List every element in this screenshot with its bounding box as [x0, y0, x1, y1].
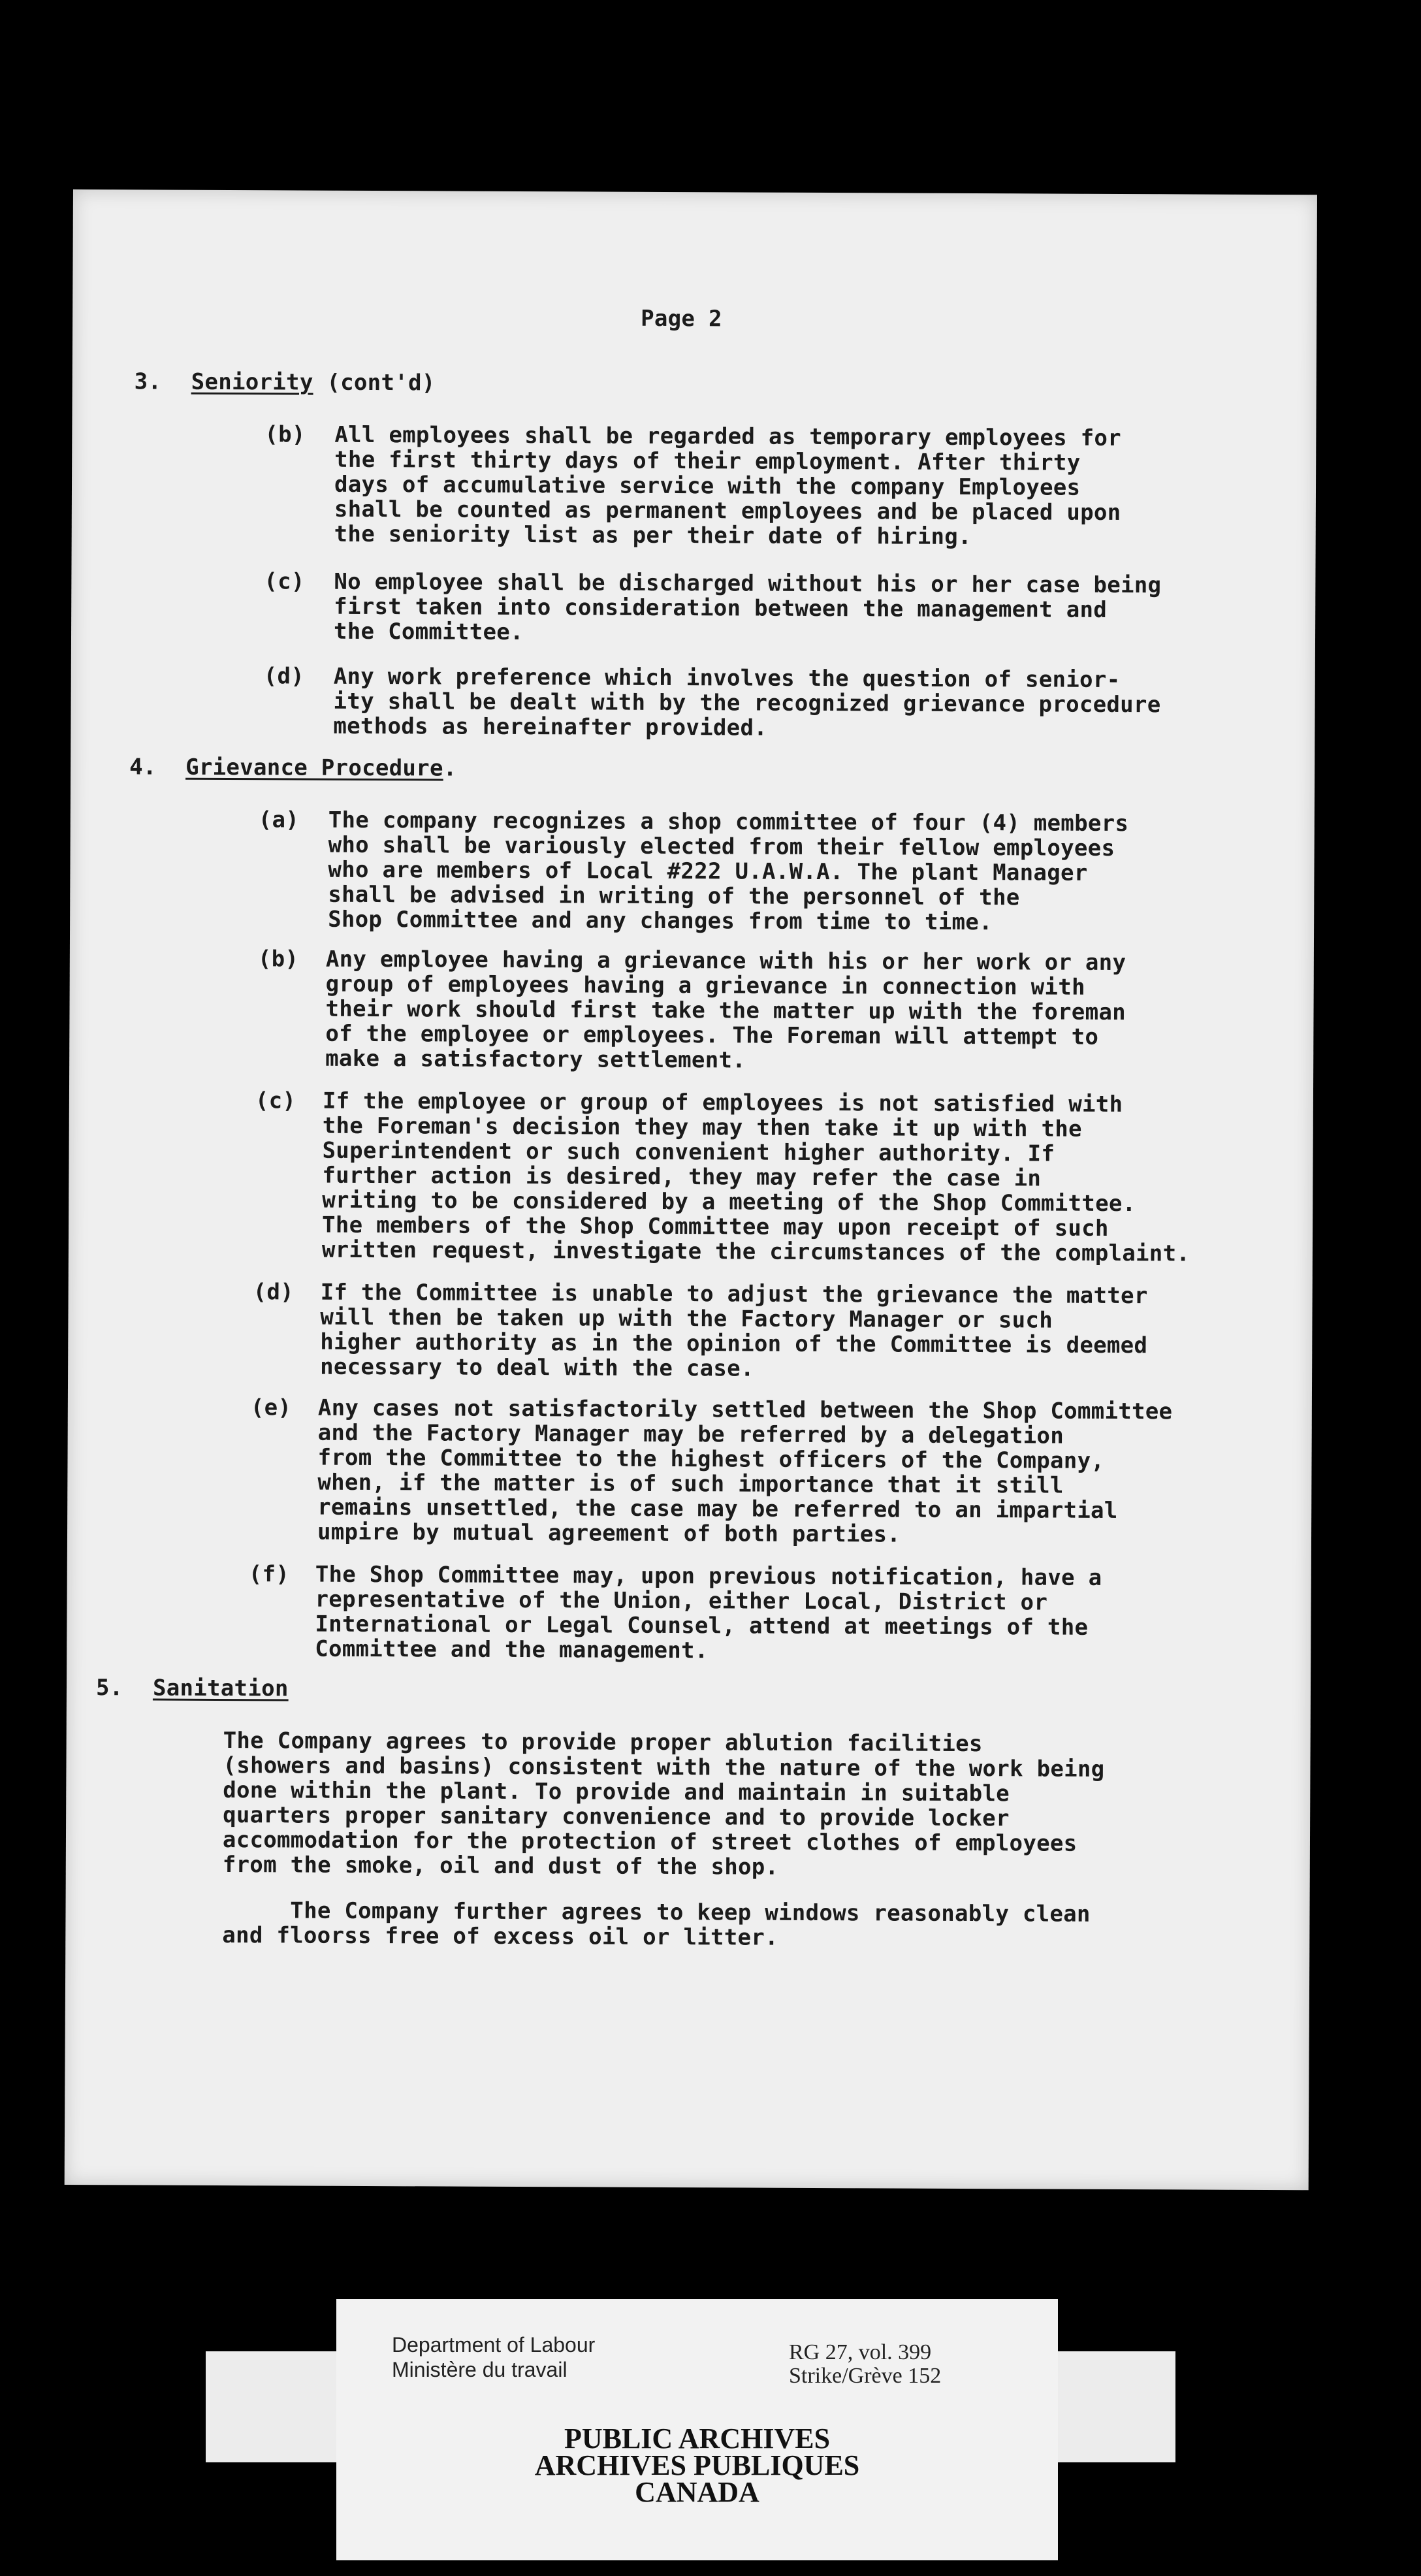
sec4-f-line-4: Committee and the management. [315, 1635, 709, 1664]
sec4-b-line-3: their work should first take the matter up with the foreman [325, 995, 1126, 1026]
sec4-a-line-3: who are members of Local #222 U.A.W.A. The plant Manager [328, 856, 1088, 886]
sec3-b-line-2: the first thirty days of their employment. After thirty [334, 446, 1081, 476]
sec4-c-line-1: If the employee or group of employees is not satisfied with [322, 1087, 1123, 1118]
sec5-p1-line-3: done within the plant. To provide and maintain in suitable [223, 1777, 1010, 1807]
sec4-e-label: (e) [250, 1394, 292, 1421]
sec4-f-line-3: International or Legal Counsel, attend at meetings of the [315, 1611, 1089, 1641]
sec4-c-line-6: The members of the Shop Committee may upon receipt of such [321, 1212, 1109, 1242]
sec4-f-label: (f) [248, 1561, 290, 1588]
section-4-title: Grievance Procedure [185, 754, 443, 782]
sec4-e-line-4: when, if the matter is of such importance that it still [317, 1469, 1064, 1499]
sec3-c-label: (c) [264, 568, 305, 595]
section-3-title: Seniority [191, 368, 313, 396]
sec4-c-line-4: further action is desired, they may refer the case in [322, 1162, 1042, 1192]
sec4-a-line-2: who shall be variously elected from their fellow employees [328, 831, 1115, 861]
sec3-c-line-3: the Committee. [333, 618, 524, 646]
section-5-number: 5. [95, 1675, 123, 1701]
label-ref-vol: RG 27, vol. 399 [789, 2340, 932, 2364]
sec4-c-line-2: the Foreman's decision they may then take it up with the [322, 1112, 1082, 1142]
stamp-archives-publiques: ARCHIVES PUBLIQUES [534, 2449, 860, 2481]
label-left-tab [206, 2351, 336, 2462]
section-3-number: 3. [134, 368, 162, 395]
stamp-canada: CANADA [635, 2476, 759, 2508]
sec4-d-line-3: higher authority as in the opinion of the Committee is deemed [320, 1328, 1148, 1359]
sec3-b-line-4: shall be counted as permanent employees and be placed upon [334, 496, 1121, 526]
stamp-public-archives: PUBLIC ARCHIVES [564, 2423, 831, 2455]
sec4-b-line-5: make a satisfactory settlement. [325, 1045, 746, 1074]
sec4-e-line-2: and the Factory Manager may be referred by a delegation [317, 1419, 1064, 1449]
sec3-b-label: (b) [264, 421, 306, 448]
sec4-c-label: (c) [255, 1087, 296, 1114]
section-4-heading [185, 755, 457, 781]
sec4-a-line-4: shall be advised in writing of the personnel of the [328, 881, 1020, 911]
document-page [65, 189, 1317, 2190]
label-dept-en: Department of Labour [392, 2333, 596, 2357]
sec3-b-line-1: All employees shall be regarded as temporary employees for [334, 421, 1122, 452]
sec5-p1-line-4: quarters proper sanitary convenience and to provide locker [223, 1802, 1010, 1832]
section-5-heading [153, 1676, 289, 1701]
sec4-c-line-7: written request, investigate the circumstances of the complaint. [321, 1236, 1190, 1267]
sec3-b-line-5: the seniority list as per their date of hiring. [334, 521, 972, 551]
sec4-a-line-1: The company recognizes a shop committee of four (4) members [328, 807, 1129, 837]
section-5-title: Sanitation [152, 1675, 289, 1702]
sec4-f-line-1: The Shop Committee may, upon previous notification, have a [315, 1561, 1102, 1591]
sec5-p2-line-1: The Company further agrees to keep windows reasonably clean [222, 1897, 1091, 1927]
sec4-b-line-1: Any employee having a grievance with his or her work or any [325, 946, 1126, 976]
sec4-b-line-4: of the employee or employees. The Foreman will attempt to [325, 1020, 1099, 1050]
sec4-d-line-4: necessary to deal with the case. [320, 1353, 754, 1382]
sec4-e-line-1: Any cases not satisfactorily settled between the Shop Committee [317, 1394, 1173, 1425]
section-4-number: 4. [129, 754, 157, 781]
label-right-tab [1045, 2351, 1175, 2462]
sec3-b-line-3: days of accumulative service with the company Employees [334, 471, 1081, 501]
sec5-p2-line-2: and floorss free of excess oil or litter. [222, 1922, 778, 1951]
sec4-a-line-5: Shop Committee and any changes from time to time. [328, 906, 993, 936]
sec4-e-line-5: remains unsettled, the case may be referred to an impartial [317, 1494, 1118, 1524]
section-4-title-end: . [443, 755, 457, 782]
sec5-p1-line-2: (showers and basins) consistent with the nature of the work being [223, 1752, 1105, 1782]
sec4-a-label: (a) [258, 807, 300, 833]
sec4-f-line-2: representative of the Union, either Local, District or [315, 1586, 1048, 1616]
sec4-c-line-3: Superintendent or such convenient higher authority. If [322, 1137, 1055, 1167]
sec4-e-line-6: umpire by mutual agreement of both parties. [317, 1519, 901, 1548]
sec3-d-line-3: methods as hereinafter provided. [333, 713, 768, 741]
sec4-e-line-3: from the Committee to the highest officers of the Company, [317, 1444, 1105, 1474]
sec3-c-line-2: first taken into consideration between the management and [334, 593, 1108, 623]
section-3-cont: (cont'd) [313, 369, 436, 396]
sec3-d-label: (d) [263, 663, 305, 690]
sec5-p1-line-5: accommodation for the protection of street clothes of employees [222, 1827, 1078, 1857]
sec4-c-line-5: writing to be considered by a meeting of the Shop Committee. [322, 1187, 1136, 1217]
sec4-d-line-2: will then be taken up with the Factory Manager or such [320, 1304, 1053, 1334]
sec4-b-line-2: group of employees having a grievance in connection with [325, 971, 1085, 1001]
sec4-b-label: (b) [257, 946, 299, 973]
sec4-d-line-1: If the Committee is unable to adjust the grievance the matter [320, 1279, 1148, 1310]
sec5-p1-line-1: The Company agrees to provide proper ablution facilities [223, 1728, 983, 1758]
sec3-c-line-1: No employee shall be discharged without his or her case being [334, 568, 1162, 599]
label-dept-fr: Ministère du travail [392, 2358, 567, 2381]
sec5-p1-line-6: from the smoke, oil and dust of the shop. [222, 1852, 779, 1880]
sec4-d-label: (d) [253, 1279, 295, 1306]
sec3-d-line-2: ity shall be dealt with by the recognized grievance procedure [333, 688, 1161, 718]
section-3-heading [191, 370, 436, 396]
sec3-d-line-1: Any work preference which involves the question of senior- [333, 663, 1121, 694]
page-header: Page 2 [641, 305, 722, 332]
label-ref-strike: Strike/Grève 152 [789, 2364, 942, 2388]
